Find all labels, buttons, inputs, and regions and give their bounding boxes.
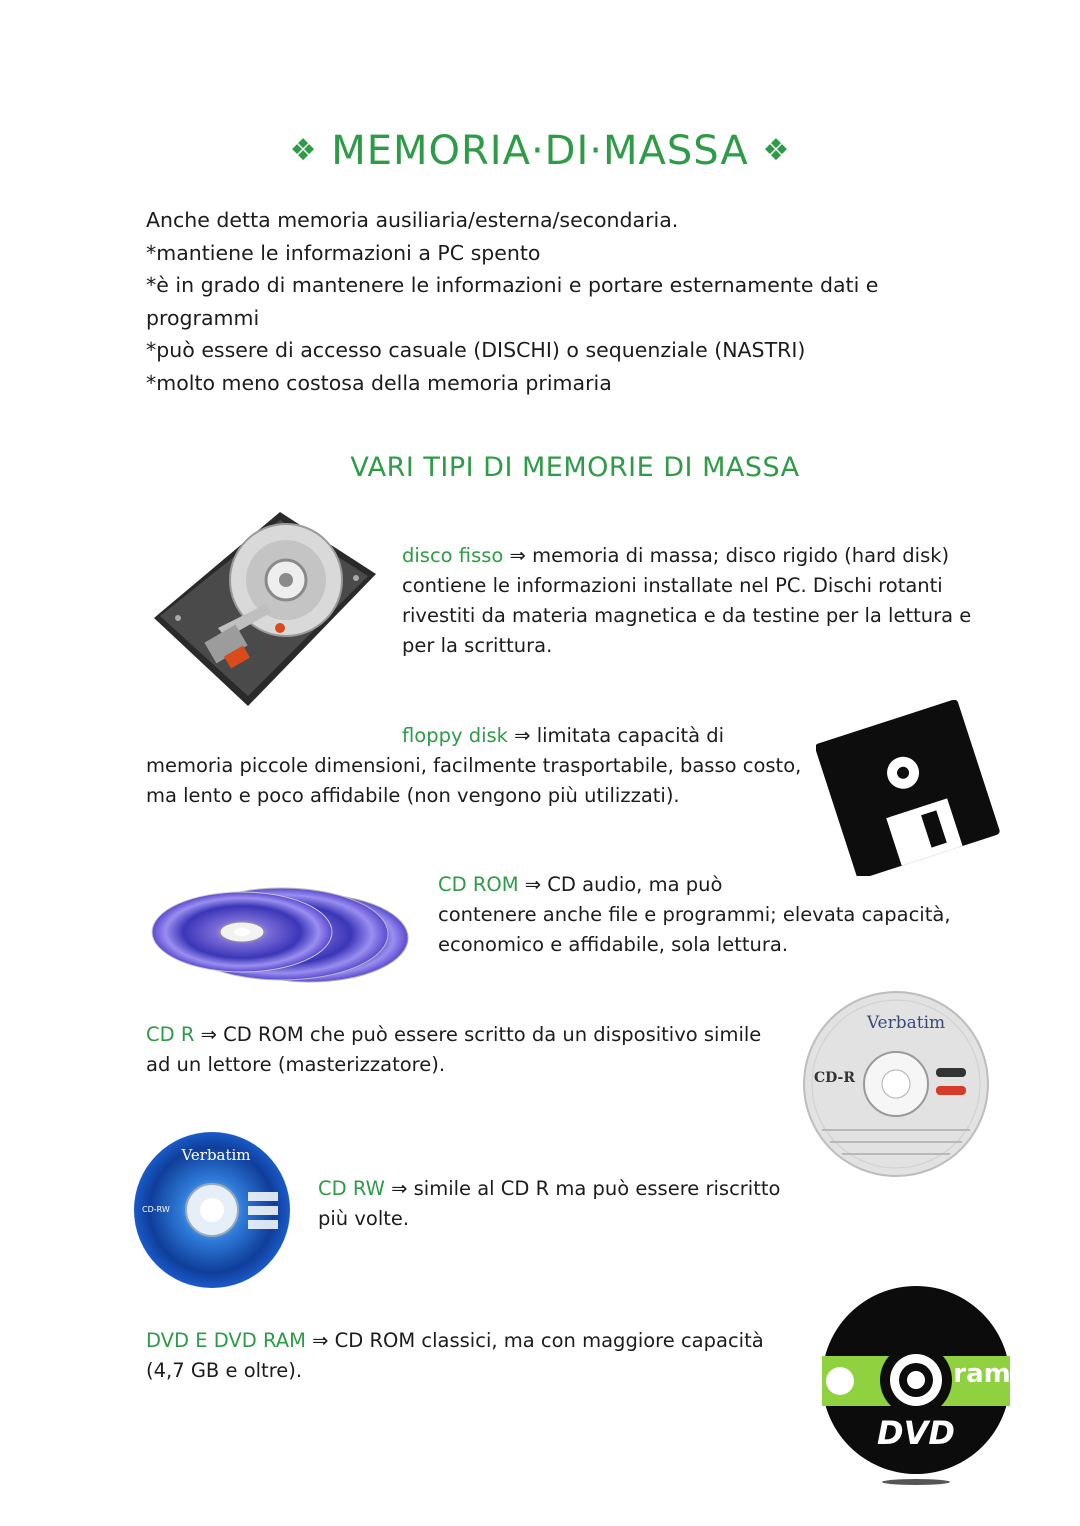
cdrw-term: CD RW bbox=[318, 1177, 385, 1200]
cdrw-disc-label: CD-RW bbox=[142, 1205, 170, 1214]
cdr-line: ad un lettore (masterizzatore). bbox=[146, 1053, 446, 1076]
intro-line: *è in grado di mantenere le informazioni e portare esternamente dati e bbox=[146, 273, 879, 297]
cdr-description bbox=[146, 1020, 761, 1080]
intro-line: *molto meno costosa della memoria primaria bbox=[146, 370, 612, 395]
hdd-description bbox=[402, 541, 971, 661]
floppy-line-1: limitata capacità di bbox=[530, 724, 725, 747]
cdr-brand: Verbatim bbox=[866, 1013, 946, 1033]
cdrom-term: CD ROM bbox=[438, 873, 519, 896]
hdd-term: disco fisso bbox=[402, 544, 504, 567]
cdrom-line: economico e affidabile, sola lettura. bbox=[438, 933, 789, 956]
floppy-description bbox=[146, 751, 801, 811]
intro-line: programmi bbox=[146, 305, 260, 330]
page-title bbox=[0, 128, 1080, 174]
cd-rom-image bbox=[150, 878, 414, 992]
dvd-ram-logo bbox=[818, 1282, 1014, 1488]
hard-disk-image bbox=[148, 508, 380, 713]
intro-block bbox=[146, 204, 946, 399]
title-ornament-right: ❖ bbox=[762, 133, 791, 168]
cd-r-image bbox=[802, 990, 990, 1178]
dvd-logo-ram-text: ram bbox=[953, 1359, 1011, 1389]
arrow-icon: ⇒ bbox=[312, 1329, 329, 1352]
cdrom-line-1: CD audio, ma può bbox=[541, 873, 723, 896]
cdrom-line: contenere anche file e programmi; elevata capacità, bbox=[438, 903, 951, 926]
page-title-text: MEMORIA·DI·MASSA bbox=[331, 128, 749, 174]
cdrw-description bbox=[318, 1174, 780, 1234]
hdd-line-1: memoria di massa; disco rigido (hard disk) bbox=[525, 544, 950, 567]
title-ornament-left: ❖ bbox=[289, 133, 318, 168]
dvd-line: (4,7 GB e oltre). bbox=[146, 1359, 303, 1382]
hdd-line: rivestiti da materia magnetica e da testine per la lettura e bbox=[402, 604, 972, 627]
dvd-description bbox=[146, 1326, 764, 1386]
arrow-icon: ⇒ bbox=[524, 873, 542, 896]
floppy-line: ma lento e poco affidabile (non vengono più utilizzati). bbox=[146, 784, 680, 807]
cdrw-brand: Verbatim bbox=[181, 1146, 251, 1164]
arrow-icon: ⇒ bbox=[514, 724, 531, 747]
cdr-line-1: CD ROM che può essere scritto da un dispositivo simile bbox=[216, 1023, 762, 1046]
hdd-line: per la scrittura. bbox=[402, 634, 553, 657]
floppy-disk-image bbox=[816, 700, 1000, 876]
floppy-term: floppy disk bbox=[402, 724, 508, 747]
intro-line: Anche detta memoria ausiliaria/esterna/secondaria. bbox=[146, 208, 679, 232]
dvd-logo-dvd-text: DVD bbox=[877, 1414, 955, 1452]
section-subtitle: VARI TIPI DI MEMORIE DI MASSA bbox=[350, 452, 800, 483]
cdr-disc-label: CD-R bbox=[814, 1070, 855, 1086]
cd-rw-image bbox=[132, 1130, 292, 1290]
floppy-description-first-line bbox=[402, 721, 724, 751]
cdrom-description bbox=[438, 870, 951, 960]
cdrw-line: più volte. bbox=[318, 1207, 410, 1230]
intro-line: *può essere di accesso casuale (DISCHI) o sequenziale (NASTRI) bbox=[146, 338, 806, 362]
cdr-term: CD R bbox=[146, 1023, 195, 1046]
arrow-icon: ⇒ bbox=[391, 1177, 408, 1200]
dvd-term: DVD E DVD RAM bbox=[146, 1329, 306, 1352]
arrow-icon: ⇒ bbox=[509, 544, 526, 567]
hdd-line: contiene le informazioni installate nel PC. Dischi rotanti bbox=[402, 574, 943, 597]
cdrw-line-1: simile al CD R ma può essere riscritto bbox=[407, 1177, 781, 1200]
arrow-icon: ⇒ bbox=[200, 1023, 217, 1046]
dvd-line-1: CD ROM classici, ma con maggiore capacità bbox=[328, 1329, 764, 1352]
floppy-line: memoria piccole dimensioni, facilmente trasportabile, basso costo, bbox=[146, 754, 802, 777]
intro-line: *mantiene le informazioni a PC spento bbox=[146, 240, 541, 265]
